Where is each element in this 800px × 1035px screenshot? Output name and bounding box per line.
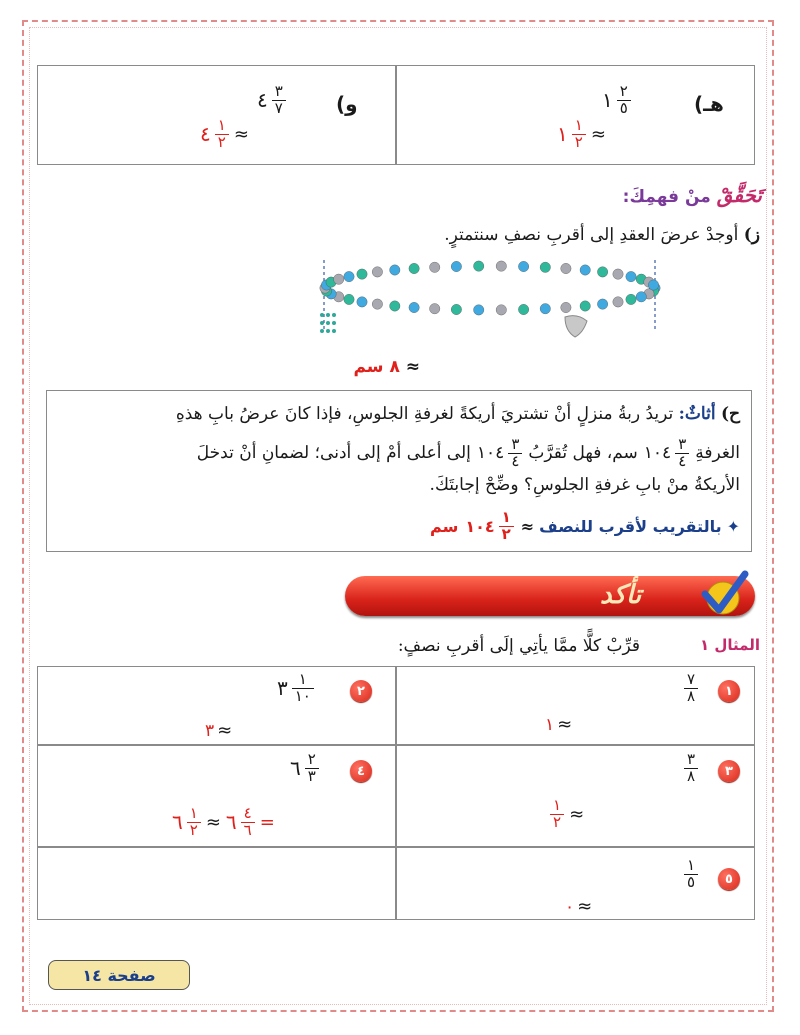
check-title-sub: منْ فهمِكَ:	[622, 187, 711, 207]
bead	[409, 302, 419, 312]
approx-sign: ≈	[577, 896, 593, 917]
whole-number: ٤	[200, 122, 211, 147]
bead	[613, 297, 623, 307]
denominator: ٤	[675, 453, 689, 470]
whole-number: ٦	[172, 810, 183, 835]
furniture-text-2a: الغرفةِ	[695, 443, 740, 464]
numerator: ١	[217, 116, 226, 134]
exercise-4-answer	[170, 806, 278, 839]
fraction	[215, 118, 229, 151]
numerator: ١	[553, 796, 562, 814]
instructions-text: قرِّبْ كلًّا ممَّا يأتِي إلَى أقربِ نصفٍ:	[397, 636, 641, 656]
question-letter: ح)	[720, 404, 740, 424]
bead	[626, 294, 636, 304]
exercise-number-2: ٢	[350, 680, 372, 702]
bead	[580, 265, 590, 275]
fraction	[572, 118, 586, 151]
denominator: ٥	[684, 874, 698, 891]
furniture-label: أثاثٌ:	[678, 404, 716, 424]
whole-number: ١	[602, 88, 613, 113]
bead	[451, 261, 461, 271]
fraction	[675, 437, 689, 470]
denominator: ٧	[272, 100, 286, 117]
example-label: المثال ١	[700, 636, 760, 654]
furniture-text-2b: سم، فهل تُقرَّبُ	[528, 443, 638, 464]
exercise-number-3: ٣	[718, 760, 740, 782]
approx-sign: ≈	[405, 357, 420, 377]
furniture-text-2c: إلى أعلى أمْ إلى أدنى؛ لضمانِ أنْ تدخلَ	[196, 443, 471, 464]
bead	[334, 274, 344, 284]
bead	[648, 280, 658, 290]
numerator: ٢	[307, 750, 316, 768]
answer-value: ٠	[565, 896, 575, 917]
bead	[613, 269, 623, 279]
exercise-5-answer	[565, 896, 595, 917]
approx-sign: ≈	[217, 720, 233, 741]
denominator: ٤	[508, 453, 522, 470]
whole-number: ٦	[225, 810, 237, 835]
bead	[344, 294, 354, 304]
denominator: ٢	[499, 526, 514, 543]
door-width-fraction	[642, 437, 691, 470]
denominator: ٨	[684, 688, 698, 705]
furniture-line-2	[80, 437, 740, 470]
confirm-banner	[345, 576, 755, 616]
necklace-illustration	[310, 255, 670, 345]
approx-sign: ≈	[520, 516, 535, 536]
bead	[636, 292, 646, 302]
bead	[390, 265, 400, 275]
item-w-fraction	[255, 84, 288, 117]
exercise-2-answer	[205, 720, 235, 741]
instructions	[40, 636, 760, 656]
denominator: ٢	[187, 822, 201, 839]
exercise-number-5: ٥	[718, 868, 740, 890]
fraction	[684, 672, 698, 705]
numerator: ٣	[687, 750, 696, 768]
bead	[409, 263, 419, 273]
fraction	[292, 672, 314, 705]
numerator: ١	[298, 670, 307, 688]
fraction	[241, 806, 255, 839]
top-row-divider	[395, 65, 397, 165]
grid-hdivider-1	[37, 744, 755, 746]
numerator: ١	[687, 856, 696, 874]
item-letter-h: هـ)	[694, 92, 724, 116]
denominator: ١٠	[292, 688, 314, 705]
check-understanding-title	[623, 183, 762, 207]
bead	[474, 261, 484, 271]
bead	[372, 299, 382, 309]
fraction	[617, 84, 631, 117]
whole-number: ٤	[257, 88, 268, 113]
whole-number: ١٠٤	[476, 443, 505, 464]
numerator: ١	[574, 116, 583, 134]
necklace-answer	[353, 357, 420, 377]
page-number-badge: صفحة ١٤	[48, 960, 190, 990]
exercise-4-fraction	[288, 752, 321, 785]
equals-sign: =	[259, 811, 275, 833]
item-h-fraction	[600, 84, 633, 117]
numerator: ١	[501, 508, 511, 526]
item-letter-w: و)	[336, 92, 358, 116]
exercise-3-answer	[548, 798, 587, 831]
denominator: ٦	[241, 822, 255, 839]
bead	[561, 263, 571, 273]
answer-label: بالتقريب لأقرب للنصف	[539, 516, 722, 536]
numerator: ٤	[243, 804, 252, 822]
furniture-text-3: الأريكةُ منْ بابِ غرفةِ الجلوسِ؟ وضِّحْ إجابتَكَ.	[429, 475, 740, 495]
approx-sign: ≈	[205, 811, 221, 833]
bullet-icon: ✦	[726, 516, 740, 536]
fraction	[508, 437, 522, 470]
exercise-3-fraction	[682, 752, 700, 785]
denominator: ٥	[617, 100, 631, 117]
fraction	[684, 858, 698, 891]
whole-number: ٣	[277, 676, 288, 701]
whole-number: ٦	[290, 756, 301, 781]
exercise-5-fraction	[682, 858, 700, 891]
question-letter: ز)	[743, 225, 760, 245]
answer-value: ١	[545, 714, 555, 735]
exercise-1-fraction	[682, 672, 700, 705]
check-title-main: تَحَقَّقْ	[716, 183, 762, 207]
bead	[561, 302, 571, 312]
fraction	[499, 510, 514, 543]
bead	[580, 301, 590, 311]
whole-number: ١٠٤	[465, 516, 495, 536]
bead	[518, 304, 528, 314]
furniture-answer	[80, 510, 740, 543]
whole-number: ١	[557, 122, 568, 147]
fraction	[187, 806, 201, 839]
grid-hdivider-2	[37, 846, 755, 848]
numerator: ٧	[687, 670, 696, 688]
whole-number: ١٠٤	[643, 443, 672, 464]
denominator: ٢	[550, 814, 564, 831]
bead	[372, 267, 382, 277]
dot-marks-icon	[320, 313, 336, 333]
banner-title: تأكد	[600, 580, 642, 610]
bead	[474, 305, 484, 315]
bead	[430, 304, 440, 314]
heart-charm-icon	[565, 316, 587, 337]
necklace-beads	[320, 261, 660, 315]
numerator: ٣	[274, 82, 283, 100]
round-fraction	[475, 437, 524, 470]
exercise-number-1: ١	[718, 680, 740, 702]
answer-unit: سم	[430, 516, 459, 536]
approx-sign: ≈	[590, 123, 606, 145]
approx-sign: ≈	[233, 123, 249, 145]
bead	[496, 261, 506, 271]
item-h-answer	[555, 118, 609, 151]
bead	[518, 261, 528, 271]
answer-fraction	[463, 510, 515, 543]
denominator: ٣	[305, 768, 319, 785]
bead	[390, 301, 400, 311]
checkmark-icon	[695, 568, 750, 618]
bead	[451, 304, 461, 314]
question-z	[260, 225, 760, 245]
numerator: ١	[189, 804, 198, 822]
exercise-1-answer	[545, 714, 575, 735]
denominator: ٨	[684, 768, 698, 785]
fraction	[684, 752, 698, 785]
question-text: أوجدْ عرضَ العقدِ إلى أقربِ نصفِ سنتمترٍ.	[444, 225, 739, 245]
bead	[357, 269, 367, 279]
approx-sign: ≈	[569, 803, 585, 825]
furniture-text-1: تريدُ ربةُ منزلٍ أنْ تشتريَ أريكةً لغرفةِ الجلوسِ، فإذا كانَ عرضُ بابِ هذهِ	[175, 404, 674, 424]
answer-value: ٣	[205, 720, 215, 741]
bead	[430, 262, 440, 272]
denominator: ٢	[215, 134, 229, 151]
exercise-2-fraction	[275, 672, 316, 705]
furniture-line-3	[80, 475, 740, 495]
grid-vdivider	[395, 666, 397, 920]
fraction	[305, 752, 319, 785]
bead	[540, 262, 550, 272]
item-w-answer	[198, 118, 252, 151]
bead	[344, 271, 354, 281]
bead	[597, 267, 607, 277]
fraction	[550, 798, 564, 831]
numerator: ٢	[619, 82, 628, 100]
numerator: ٣	[511, 435, 520, 453]
bead	[597, 299, 607, 309]
fraction	[272, 84, 286, 117]
bead	[357, 297, 367, 307]
furniture-line-1	[60, 404, 740, 424]
bead	[626, 271, 636, 281]
answer-value: ٨ سم	[353, 357, 400, 377]
exercise-number-4: ٤	[350, 760, 372, 782]
denominator: ٢	[572, 134, 586, 151]
numerator: ٣	[678, 435, 687, 453]
bead	[540, 304, 550, 314]
bead	[496, 305, 506, 315]
approx-sign: ≈	[557, 714, 573, 735]
